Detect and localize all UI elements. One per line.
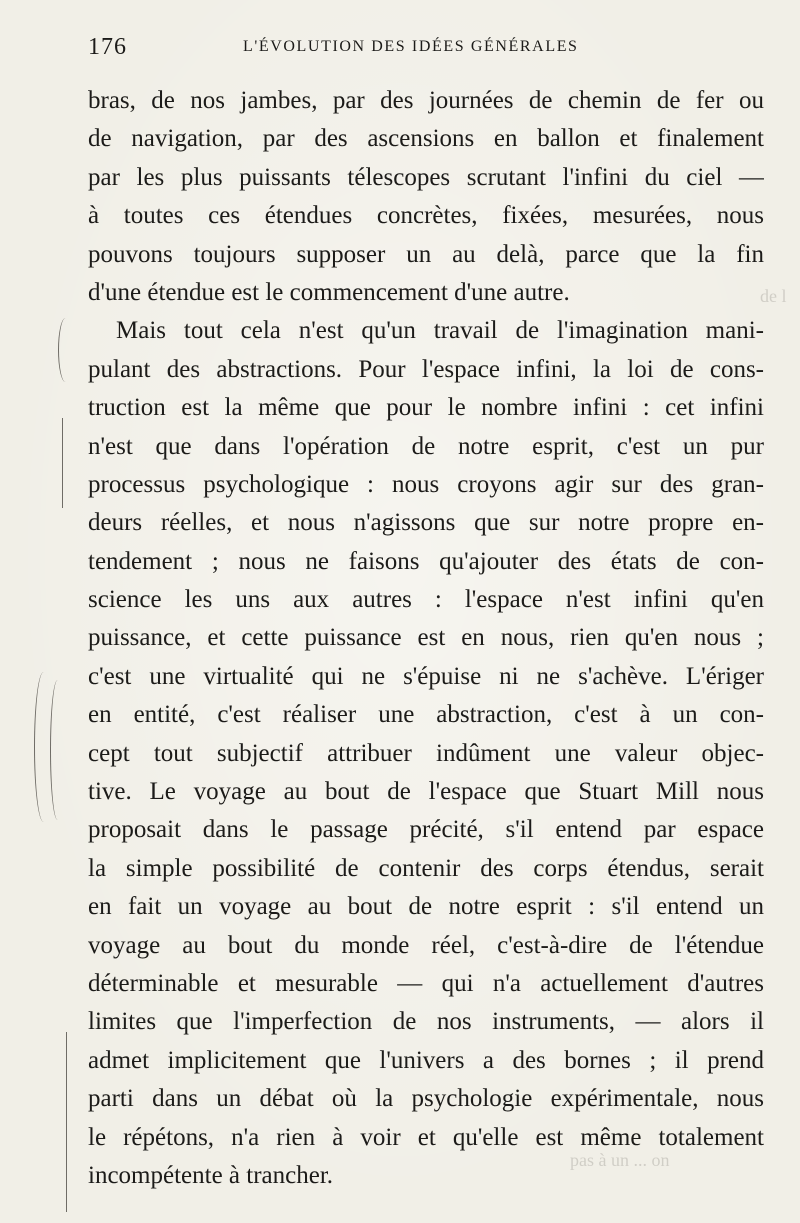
text-line: processus psychologique : nous croyons agir sur des gran-	[88, 470, 764, 498]
show-through: pas à un ... on	[570, 1150, 670, 1170]
text-line: bras, de nos jambes, par des journées de chemin de fer ou	[88, 87, 764, 114]
margin-pencil-mark	[58, 318, 73, 382]
text-line: tive. Le voyage au bout de l'espace que Stuart Mill nous	[88, 778, 764, 806]
text-line: science les uns aux autres : l'espace n'est infini qu'en	[88, 586, 764, 614]
text-line: pouvons toujours supposer un au delà, parce que la fin	[88, 240, 764, 268]
text-line: déterminable et mesurable — qui n'a actuellement d'autres	[88, 969, 764, 997]
text-line: en fait un voyage au bout de notre esprit : s'il entend un	[88, 893, 764, 921]
text-line: tendement ; nous ne faisons qu'ajouter des états de con-	[88, 547, 764, 575]
text-line: truction est la même que pour le nombre infini : cet infini	[88, 394, 764, 422]
text-line: à toutes ces étendues concrètes, fixées, mesurées, nous	[88, 202, 764, 230]
text-line: Mais tout cela n'est qu'un travail de l'imagination mani-	[116, 317, 764, 345]
margin-pencil-mark	[62, 418, 73, 508]
text-line: pulant des abstractions. Pour l'espace infini, la loi de cons-	[88, 355, 764, 383]
text-line: incompétente à trancher.	[88, 1161, 334, 1189]
body-text	[88, 82, 764, 1195]
text-line: en entité, c'est réaliser une abstraction, c'est à un con-	[88, 701, 764, 729]
text-line: puissance, et cette puissance est en nous, rien qu'en nous ;	[88, 624, 764, 652]
text-line: deurs réelles, et nous n'agissons que sur notre propre en-	[88, 509, 764, 537]
running-head: L'ÉVOLUTION DES IDÉES GÉNÉRALES	[243, 38, 579, 55]
text-line: limites que l'imperfection de nos instruments, — alors il	[88, 1008, 764, 1036]
text-line: c'est une virtualité qui ne s'épuise ni ne s'achève. L'ériger	[88, 662, 764, 690]
text-line: n'est que dans l'opération de notre esprit, c'est un pur	[88, 432, 764, 460]
show-through: de l	[760, 286, 787, 306]
page-number: 176	[88, 34, 127, 60]
page-header	[88, 34, 768, 66]
text-line: voyage au bout du monde réel, c'est-à-dire de l'étendue	[88, 931, 764, 959]
text-line: parti dans un débat où la psychologie expérimentale, nous	[88, 1085, 764, 1113]
text-line: le répétons, n'a rien à voir et qu'elle est même totalement	[88, 1123, 764, 1151]
text-line: la simple possibilité de contenir des corps étendus, serait	[88, 854, 764, 882]
margin-pencil-mark	[66, 1032, 77, 1212]
text-line: de navigation, par des ascensions en ballon et finalement	[88, 125, 764, 153]
text-line: cept tout subjectif attribuer indûment une valeur objec-	[88, 739, 764, 767]
text-line: proposait dans le passage précité, s'il entend par espace	[88, 816, 764, 844]
margin-pencil-mark	[50, 680, 65, 820]
text-line: admet implicitement que l'univers a des bornes ; il prend	[88, 1046, 764, 1074]
text-line: par les plus puissants télescopes scrutant l'infini du ciel —	[88, 163, 764, 191]
text-line: d'une étendue est le commencement d'une autre.	[88, 278, 570, 306]
